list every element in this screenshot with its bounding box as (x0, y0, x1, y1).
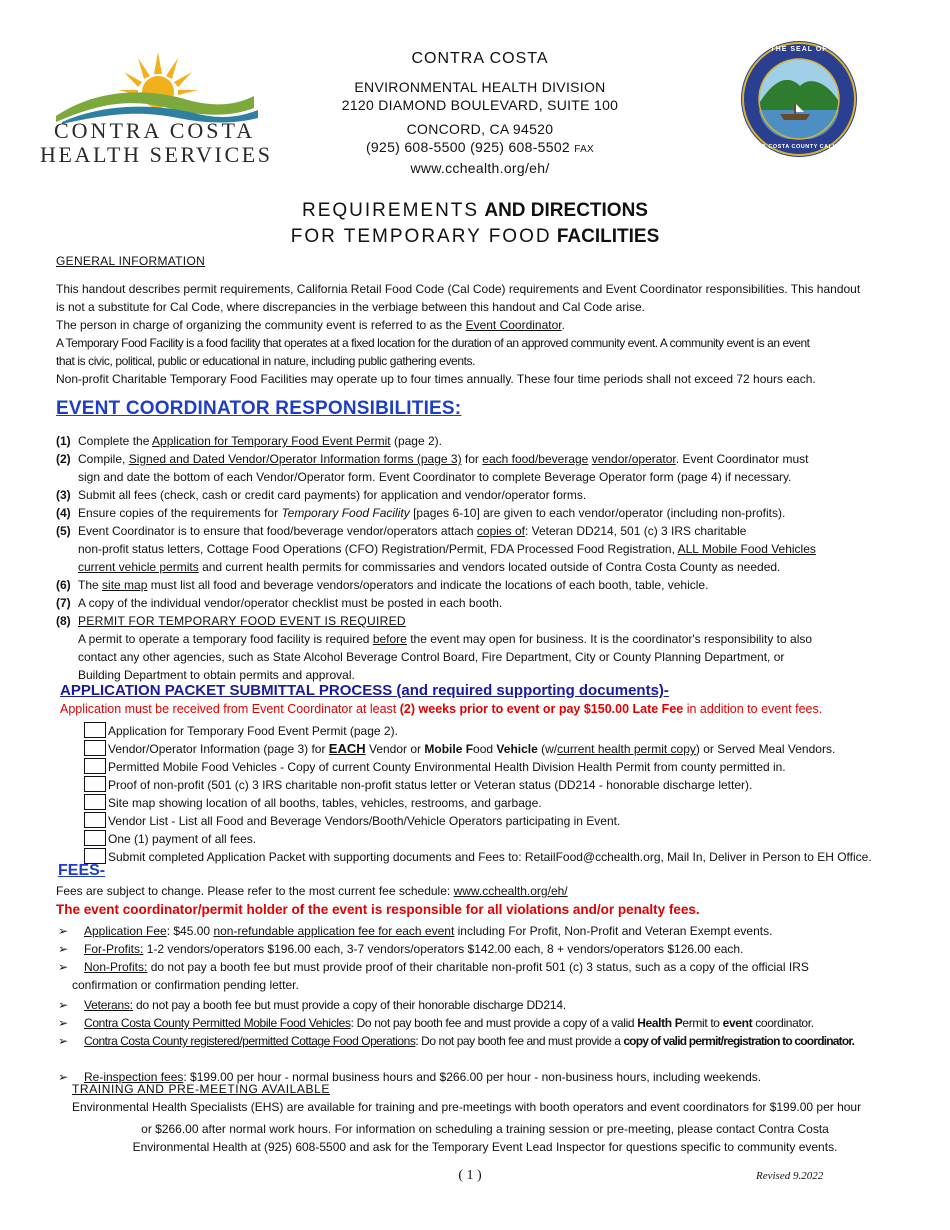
fee-schedule-link[interactable]: www.cchealth.org/eh/ (453, 884, 568, 898)
address-line1: 2120 DIAMOND BOULEVARD, SUITE 100 (341, 97, 619, 113)
fee-item-non-profit (58, 958, 938, 976)
checkbox-4[interactable] (84, 776, 106, 792)
veterans-text: do not pay a booth fee but must provide a copy of their honorable discharge DD214. (136, 998, 566, 1012)
training-line3: Environmental Health at (925) 608-5500 and ask for the Temporary Event Lead Inspector for questions specific to community events. (132, 1140, 838, 1154)
checkbox-5[interactable] (84, 794, 106, 810)
ecr-item-2-text: Compile, (78, 452, 126, 466)
non-profits-label: Non-Profits: (84, 960, 148, 974)
each-vendor-term: each food/beverage (482, 452, 589, 466)
mobile-food-vehicles-term: ALL Mobile Food Vehicles (677, 542, 816, 556)
copies-of-term: copies of (476, 524, 525, 538)
ecr-item-4 (56, 504, 926, 522)
title-line2-light: FOR TEMPORARY FOOD (290, 226, 552, 247)
application-permit-link: Application for Temporary Food Event Permit (152, 434, 391, 448)
non-refundable-term: non-refundable application fee for each event (213, 924, 455, 938)
checklist-text-1: Application for Temporary Food Event Permit (page 2). (108, 724, 398, 738)
arrow-bullet-icon: ➢ (58, 1034, 68, 1048)
address-line2: CONCORD, CA 94520 (406, 121, 554, 137)
checklist-item-2 (84, 740, 934, 758)
checklist-item-6 (84, 812, 934, 830)
division-name: ENVIRONMENTAL HEALTH DIVISION (354, 79, 606, 95)
checklist-item-8 (84, 848, 934, 866)
logo-text-line2: HEALTH SERVICES (40, 142, 273, 167)
arrow-bullet-icon: ➢ (58, 942, 69, 956)
health-permit-copy-term: current health permit copy (557, 742, 696, 756)
general-p3-text: The person in charge of organizing the community event is referred to as the (56, 318, 463, 332)
seal-top-text: THE SEAL OF (770, 46, 828, 53)
permit-required-heading: PERMIT FOR TEMPORARY FOOD EVENT IS REQUIRED (78, 614, 406, 628)
veterans-label: Veterans: (84, 998, 133, 1012)
late-fee-bold: (2) weeks prior to event or pay $150.00 Late Fee (399, 702, 684, 716)
title-line2-bold: FACILITIES (556, 226, 660, 247)
county-seal (740, 40, 858, 158)
ecr-num-2: (2) (56, 452, 71, 466)
ecr-item-6 (56, 576, 926, 594)
ecr-item-5-line3: and current health permits for commissaries and vendors located outside of Contra Costa County as needed. (202, 560, 781, 574)
fee-item-cottage-food (58, 1032, 938, 1050)
agency-contact-block (330, 50, 630, 177)
general-p6: Non-profit Charitable Temporary Food Facilities may operate up to four times annually. These four time periods shall not exceed 72 hours each. (56, 372, 816, 386)
title-line1-bold: AND DIRECTIONS (484, 200, 648, 221)
fee-item-non-profit-cont: confirmation or confirmation pending letter. (72, 978, 299, 992)
ecr-item-5-tail: : Veteran DD214, 501 (c) 3 IRS charitable (524, 524, 747, 538)
late-fee-text: Application must be received from Event Coordinator at least (60, 702, 397, 716)
checklist-text-6: Vendor List - List all Food and Beverage Vendors/Booth/Vehicle Operators participating in Event. (108, 814, 621, 828)
ermit-to-text: ermit to (682, 1016, 720, 1030)
checklist-item-1 (84, 722, 934, 740)
ecr-item-8-line1: A permit to operate a temporary food facility is required (78, 632, 370, 646)
arrow-bullet-icon: ➢ (58, 998, 68, 1012)
checklist-item-3 (84, 758, 934, 776)
checklist-text-5: Site map showing location of all booths, tables, vehicles, restrooms, and garbage. (108, 796, 542, 810)
vendor-forms-term: Signed and Dated Vendor/Operator Information forms (page 3) (128, 452, 462, 466)
sun-hills-logo-icon (38, 52, 274, 124)
fees-violation-warning: The event coordinator/permit holder of the event is responsible for all violations and/or penalty fees. (56, 902, 700, 917)
ecr-item-4-text: Ensure copies of the requirements for (78, 506, 279, 520)
fee-item-application (58, 922, 938, 940)
page-title (180, 198, 770, 250)
late-fee-tail: in addition to event fees. (686, 702, 823, 716)
mobile-vehicles-text: : Do not pay booth fee and must provide a copy of a valid (350, 1016, 635, 1030)
reinspection-text: : $199.00 per hour - normal business hours and $266.00 per hour - non-business hours, including weekends. (183, 1070, 762, 1084)
ecr-item-2-cont: sign and date the bottom of each Vendor/Operator form. Event Coordinator to complete Beverage Operator form (page 4) if necessary. (78, 470, 792, 484)
general-p3 (56, 316, 916, 334)
ecr-item-8-cont1 (56, 630, 926, 648)
ecr-item-6-text: The (78, 578, 99, 592)
checklist-text-2b: Vendor or (368, 742, 422, 756)
arrow-bullet-icon: ➢ (58, 960, 69, 974)
cottage-food-bold: copy of valid permit/registration to coordinator. (623, 1034, 855, 1048)
vendor-operator-term: vendor/operator (591, 452, 676, 466)
ecr-list (56, 432, 926, 684)
fax-label: FAX (574, 144, 595, 155)
logo (38, 52, 274, 170)
fees-note (56, 882, 568, 900)
fees-note-text: Fees are subject to change. Please refer to the most current fee schedule: (56, 884, 451, 898)
phone-line (330, 138, 630, 159)
title-line1 (180, 198, 770, 224)
revised-label: Revised (756, 1170, 791, 1182)
ood-text: ood (473, 742, 494, 756)
event-coordinator-term: Event Coordinator (465, 318, 562, 332)
fees-list (58, 922, 938, 1086)
before-term: before (372, 632, 407, 646)
arrow-bullet-icon: ➢ (58, 1070, 69, 1084)
ecr-item-5-line2: non-profit status letters, Cottage Food Operations (CFO) Registration/Permit, FDA Processed Food Registration, (78, 542, 675, 556)
fee-item-for-profit (58, 940, 938, 958)
vehicle-permits-term: current vehicle permits (78, 560, 199, 574)
general-info-body (56, 280, 916, 388)
title-line1-light: REQUIREMENTS (302, 200, 480, 221)
ecr-item-4-tail: [pages 6-10] are given to each vendor/operator (including non-profits). (413, 506, 786, 520)
ecr-item-7 (56, 594, 926, 612)
checkbox-7[interactable] (84, 830, 106, 846)
checklist-text-3: Permitted Mobile Food Vehicles - Copy of current County Environmental Health Division Health Permit from county permitted in. (108, 760, 786, 774)
ecr-item-2-tail: . Event Coordinator must (675, 452, 809, 466)
site-map-term: site map (102, 578, 148, 592)
county-seal-icon (740, 40, 858, 158)
checkbox-1[interactable] (84, 722, 106, 738)
revised-value: 9.2022 (792, 1170, 824, 1182)
cottage-food-label: Contra Costa County registered/permitted Cottage Food Operations (84, 1034, 416, 1048)
checklist-item-7 (84, 830, 934, 848)
mobile-f-bold: Mobile F (424, 742, 474, 756)
ecr-item-1-text: Complete the (78, 434, 150, 448)
logo-text-line1: CONTRA COSTA (54, 118, 256, 143)
ecr-item-1 (56, 432, 926, 450)
training-line1: Environmental Health Specialists (EHS) are available for training and pre-meetings with booth operators and event coordinators for $199.00 per hour (72, 1100, 862, 1114)
training-line2: or $266.00 after normal work hours. For information on scheduling a training session or pre-meeting, please contact Contra Costa (141, 1122, 829, 1136)
reinspection-label: Re-inspection fees (84, 1070, 184, 1084)
event-bold: event (722, 1016, 753, 1030)
mobile-vehicles-label: Contra Costa County Permitted Mobile Food Vehicles (84, 1016, 351, 1030)
checkbox-3[interactable] (84, 758, 106, 774)
checkbox-6[interactable] (84, 812, 106, 828)
checklist-item-5 (84, 794, 934, 812)
arrow-bullet-icon: ➢ (58, 1016, 68, 1030)
phone-fax-numbers: (925) 608-5500 (925) 608-5502 (365, 139, 571, 155)
application-fee-label: Application Fee (84, 924, 167, 938)
coordinator-text: coordinator. (755, 1016, 814, 1030)
ecr-item-2-for: for (464, 452, 479, 466)
ecr-item-5-text: Event Coordinator is to ensure that food/beverage vendor/operators attach (78, 524, 474, 538)
checkbox-2[interactable] (84, 740, 106, 756)
checklist-text-2d: ) or Served Meal Vendors. (695, 742, 836, 756)
ecr-item-8-cont3: Building Department to obtain permits and approval. (78, 668, 355, 682)
each-emphasis: EACH (328, 741, 366, 756)
seal-bottom-text: CONTRA COSTA COUNTY CALIFORNIA (740, 144, 859, 150)
checklist-text-8: Submit completed Application Packet with supporting documents and Fees to: RetailFood@cchealth.org, Mail In, Deliver in Person to EH Office. (108, 850, 872, 864)
general-p1: This handout describes permit requirements, California Retail Food Code (Cal Code) requirements and Event Coordinator responsibilities. This handout (56, 282, 861, 296)
fee-item-mobile-vehicles (58, 1014, 938, 1032)
ecr-num-7: (7) (56, 596, 71, 610)
tff-term: Temporary Food Facility (281, 506, 410, 520)
ecr-item-8-line1-tail: the event may open for business. It is the coordinator's responsibility to also (410, 632, 813, 646)
fees-heading: FEES- (58, 862, 106, 879)
application-fee-tail: including For Profit, Non-Profit and Veteran Exempt events. (457, 924, 773, 938)
checklist-text-2c: (w/ (541, 742, 558, 756)
org-name: CONTRA COSTA (411, 50, 549, 67)
checklist-text-7: One (1) payment of all fees. (108, 832, 257, 846)
fee-item-veterans (58, 996, 938, 1014)
cottage-food-text: : Do not pay booth fee and must provide a (415, 1034, 621, 1048)
ecr-num-4: (4) (56, 506, 71, 520)
ecr-item-7-text: A copy of the individual vendor/operator checklist must be posted in each booth. (78, 596, 503, 610)
ecr-item-3-text: Submit all fees (check, cash or credit card payments) for application and vendor/operator forms. (78, 488, 587, 502)
checklist-text-4: Proof of non-profit (501 (c) 3 IRS charitable non-profit status letter or Veteran status (DD214 - honorable discharge letter). (108, 778, 753, 792)
general-p3-period: . (561, 318, 565, 332)
website-link[interactable]: www.cchealth.org/eh/ (410, 160, 550, 176)
ecr-num-6: (6) (56, 578, 71, 592)
general-p4: A Temporary Food Facility is a food facility that operates at a fixed location for the duration of an approved community event. A community event is an event (56, 336, 810, 350)
checklist-text-2: Vendor/Operator Information (page 3) for (108, 742, 326, 756)
ecr-num-8: (8) (56, 614, 71, 628)
ecr-heading: EVENT COORDINATOR RESPONSIBILITIES: (56, 398, 462, 419)
packet-late-fee-warning (60, 702, 822, 716)
packet-checklist (84, 722, 934, 866)
ecr-item-8-cont2: contact any other agencies, such as State Alcohol Beverage Control Board, Fire Department, City or County Planning Department, or (78, 650, 785, 664)
general-p5: that is civic, political, public or educational in nature, including public gathering events. (56, 354, 476, 368)
ecr-item-6-tail: must list all food and beverage vendors/operators and indicate the locations of each booth, table, vehicle. (150, 578, 709, 592)
ecr-item-5-cont1 (56, 540, 926, 558)
arrow-bullet-icon: ➢ (58, 924, 69, 938)
page-number: ( 1 ) (458, 1168, 482, 1183)
ecr-item-5-cont2 (56, 558, 926, 576)
ecr-item-5 (56, 522, 926, 540)
general-p2: is not a substitute for Cal Code, where discrepancies in the verbiage between this handout and Cal Code arise. (56, 300, 646, 314)
title-line2 (180, 224, 770, 250)
ecr-num-3: (3) (56, 488, 71, 502)
packet-heading: APPLICATION PACKET SUBMITTAL PROCESS (and required supporting documents)- (60, 682, 669, 699)
application-fee-amount: : $45.00 (166, 924, 211, 938)
training-heading: TRAINING AND PRE-MEETING AVAILABLE (72, 1082, 331, 1096)
revised-date (756, 1170, 823, 1182)
health-p-bold: Health P (637, 1016, 683, 1030)
ecr-item-8 (56, 612, 926, 630)
training-body (60, 1098, 910, 1156)
ecr-item-3 (56, 486, 926, 504)
ecr-num-1: (1) (56, 434, 71, 448)
ecr-num-5: (5) (56, 524, 71, 538)
non-profits-text: do not pay a booth fee but must provide proof of their charitable non-profit 501 (c) 3 status, such as a copy of the official IRS (150, 960, 809, 974)
general-info-heading: GENERAL INFORMATION (56, 254, 206, 268)
ecr-item-1-page: (page 2). (393, 434, 442, 448)
checklist-item-4 (84, 776, 934, 794)
for-profits-text: 1-2 vendors/operators $196.00 each, 3-7 vendors/operators $142.00 each, 8 + vendors/operators $126.00 each. (146, 942, 744, 956)
for-profits-label: For-Profits: (84, 942, 144, 956)
ecr-item-2 (56, 450, 926, 468)
vehicle-bold: Vehicle (496, 742, 538, 756)
